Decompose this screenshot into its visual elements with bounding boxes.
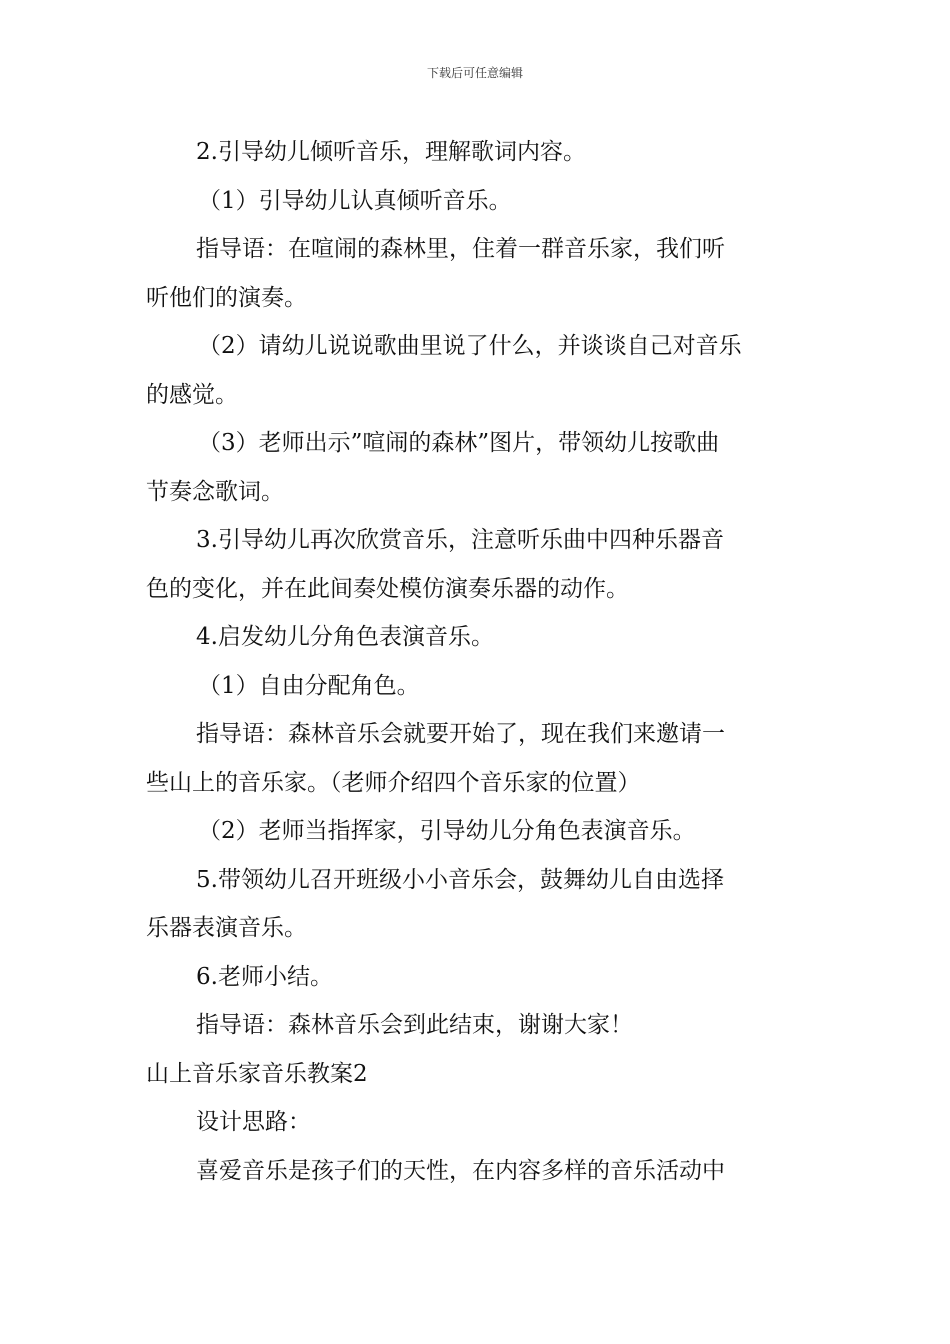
paragraph-line: （1）自由分配角色。 xyxy=(198,672,420,699)
paragraph-line: 指导语：在喧闹的森林里，住着一群音乐家，我们听 xyxy=(196,236,725,262)
paragraph-line: 5.带领幼儿召开班级小小音乐会，鼓舞幼儿自由选择 xyxy=(196,866,724,893)
paragraph-line: （3）老师出示”喧闹的森林”图片，带领幼儿按歌曲 xyxy=(198,430,720,456)
paragraph-line: 听他们的演奏。 xyxy=(146,284,307,311)
paragraph-line: 2.引导幼儿倾听音乐，理解歌词内容。 xyxy=(196,139,586,165)
paragraph-line: 些山上的音乐家。（老师介绍四个音乐家的位置） xyxy=(146,769,641,796)
paragraph-line: 乐器表演音乐。 xyxy=(146,915,307,941)
page-header: 下载后可任意编辑 xyxy=(426,66,523,80)
paragraph-line: 3.引导幼儿再次欣赏音乐，注意听乐曲中四种乐器音 xyxy=(196,527,724,553)
paragraph-line: 6.老师小结。 xyxy=(196,963,333,990)
section-title: 山上音乐家音乐教案2 xyxy=(146,1060,368,1087)
paragraph-line: （2）请幼儿说说歌曲里说了什么，并谈谈自己对音乐 xyxy=(198,333,742,359)
paragraph-line: （1）引导幼儿认真倾听音乐。 xyxy=(198,187,512,214)
document-body xyxy=(146,128,806,1195)
paragraph-line: 喜爱音乐是孩子们的天性，在内容多样的音乐活动中 xyxy=(196,1157,725,1184)
paragraph-line: 4.启发幼儿分角色表演音乐。 xyxy=(196,624,494,650)
paragraph-line: （2）老师当指挥家，引导幼儿分角色表演音乐。 xyxy=(198,818,696,844)
paragraph-line: 的感觉。 xyxy=(146,381,238,408)
paragraph-line: 指导语：森林音乐会到此结束，谢谢大家！ xyxy=(196,1012,633,1038)
paragraph-line: 设计思路： xyxy=(196,1109,311,1135)
paragraph-line: 色的变化，并在此间奏处模仿演奏乐器的动作。 xyxy=(146,575,629,602)
paragraph-line: 指导语：森林音乐会就要开始了，现在我们来邀请一 xyxy=(196,721,725,747)
paragraph-line: 节奏念歌词。 xyxy=(146,478,284,505)
